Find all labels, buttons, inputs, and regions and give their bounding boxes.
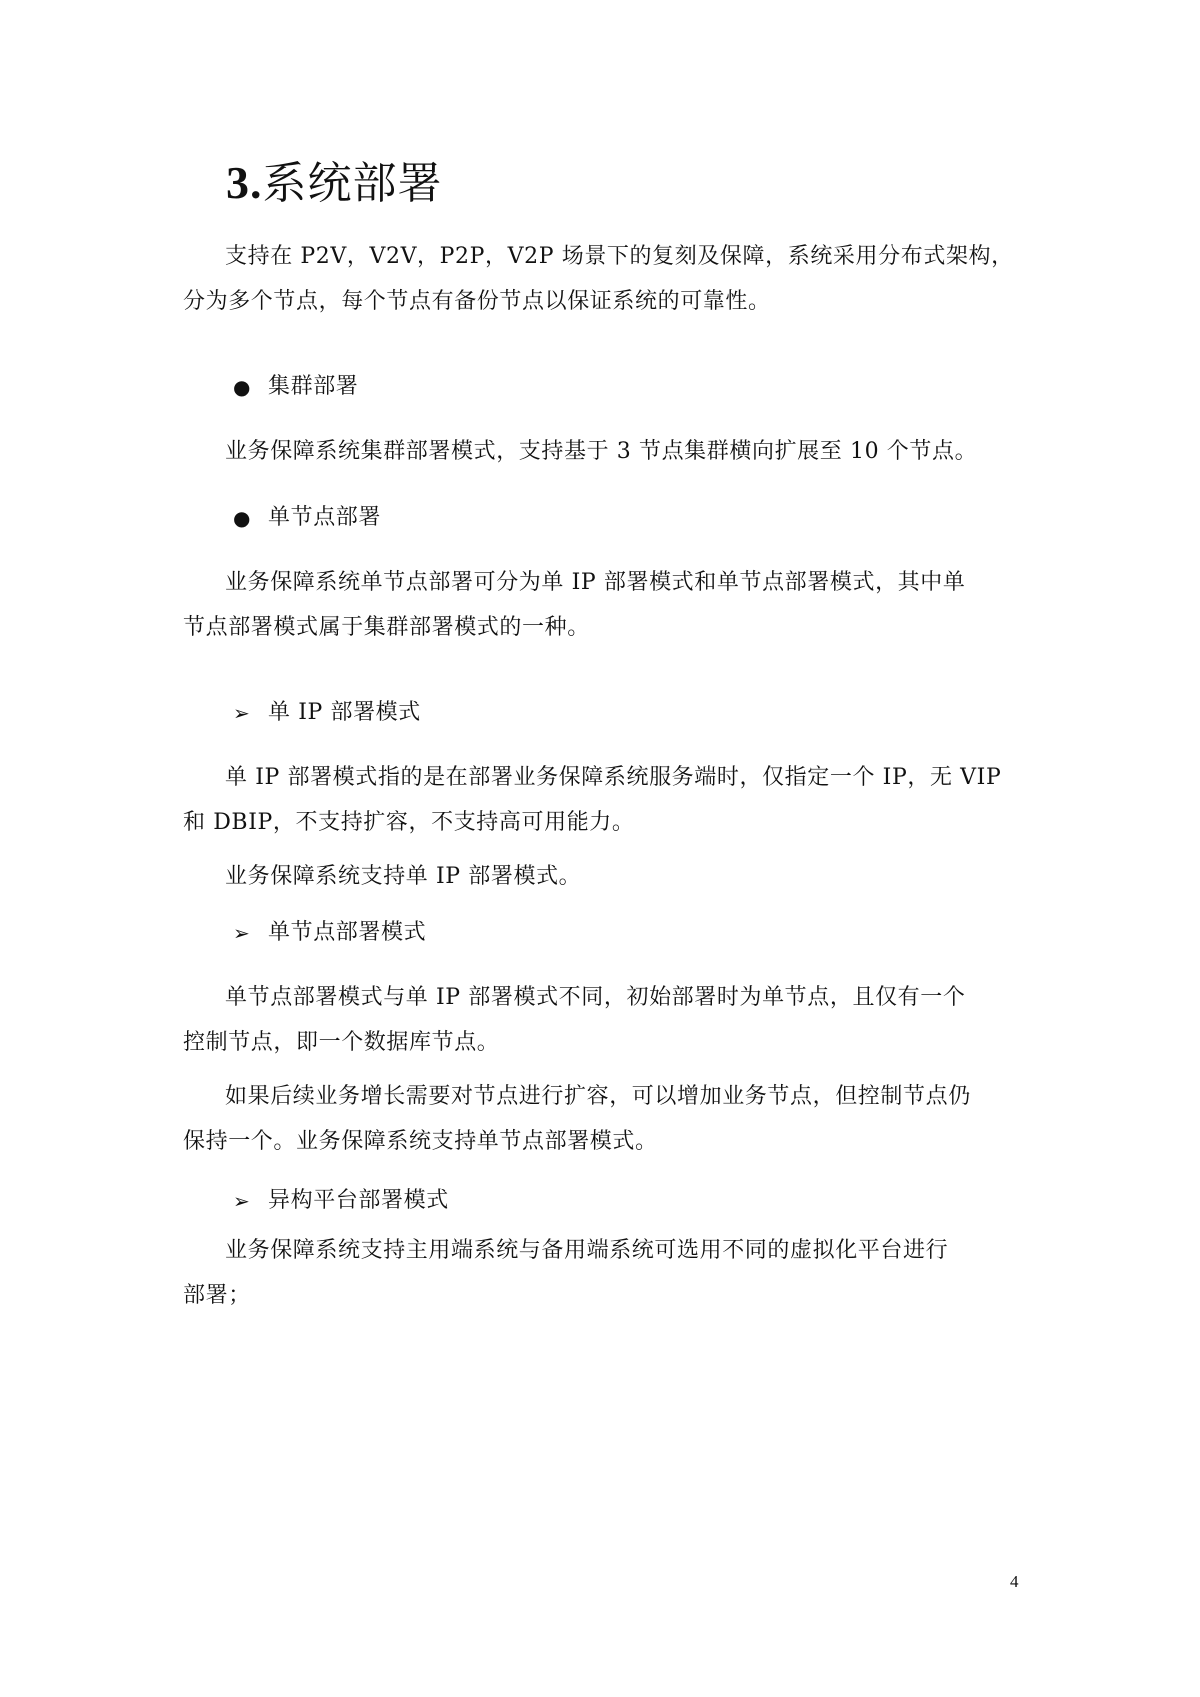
bullet-dot-icon: ●	[233, 506, 251, 530]
section-title: 系统部署	[262, 158, 443, 209]
heterogeneous-line-1: 业务保障系统支持主用端系统与备用端系统可选用不同的虚拟化平台进行	[225, 1238, 949, 1263]
single-ip-line-3: 业务保障系统支持单 IP 部署模式。	[225, 864, 582, 889]
single-node-mode-p1-line-1: 单节点部署模式与单 IP 部署模式不同，初始部署时为单节点，且仅有一个	[225, 985, 966, 1010]
section-heading	[226, 150, 443, 217]
section-number: 3.	[226, 157, 263, 208]
sub-single-ip-label: 单 IP 部署模式	[268, 700, 421, 725]
single-ip-line-1: 单 IP 部署模式指的是在部署业务保障系统服务端时，仅指定一个 IP，无 VIP	[225, 765, 1002, 790]
intro-line-2: 分为多个节点，每个节点有备份节点以保证系统的可靠性。	[183, 289, 771, 314]
bullet-dot-icon: ●	[233, 375, 251, 399]
cluster-text: 业务保障系统集群部署模式，支持基于 3 节点集群横向扩展至 10 个节点。	[225, 439, 978, 464]
heterogeneous-line-2: 部署；	[183, 1283, 251, 1308]
page-number: 4	[1010, 1572, 1019, 1591]
arrow-bullet-icon: ➢	[233, 701, 250, 725]
bullet-single-node-label: 单节点部署	[268, 505, 382, 530]
single-node-mode-p1-line-2: 控制节点，即一个数据库节点。	[183, 1030, 500, 1055]
bullet-cluster-label: 集群部署	[268, 374, 359, 399]
arrow-bullet-icon: ➢	[233, 921, 250, 945]
single-node-mode-p2-line-1: 如果后续业务增长需要对节点进行扩容，可以增加业务节点，但控制节点仍	[225, 1084, 971, 1109]
intro-line-1: 支持在 P2V，V2V，P2P，V2P 场景下的复刻及保障，系统采用分布式架构，	[225, 244, 1014, 269]
single-node-line-1: 业务保障系统单节点部署可分为单 IP 部署模式和单节点部署模式，其中单	[225, 570, 966, 595]
sub-heterogeneous-label: 异构平台部署模式	[268, 1188, 449, 1213]
single-node-line-2: 节点部署模式属于集群部署模式的一种。	[183, 615, 590, 640]
arrow-bullet-icon: ➢	[233, 1189, 250, 1213]
single-node-mode-p2-line-2: 保持一个。业务保障系统支持单节点部署模式。	[183, 1129, 658, 1154]
single-ip-line-2: 和 DBIP，不支持扩容，不支持高可用能力。	[183, 810, 635, 835]
sub-single-node-mode-label: 单节点部署模式	[268, 920, 427, 945]
